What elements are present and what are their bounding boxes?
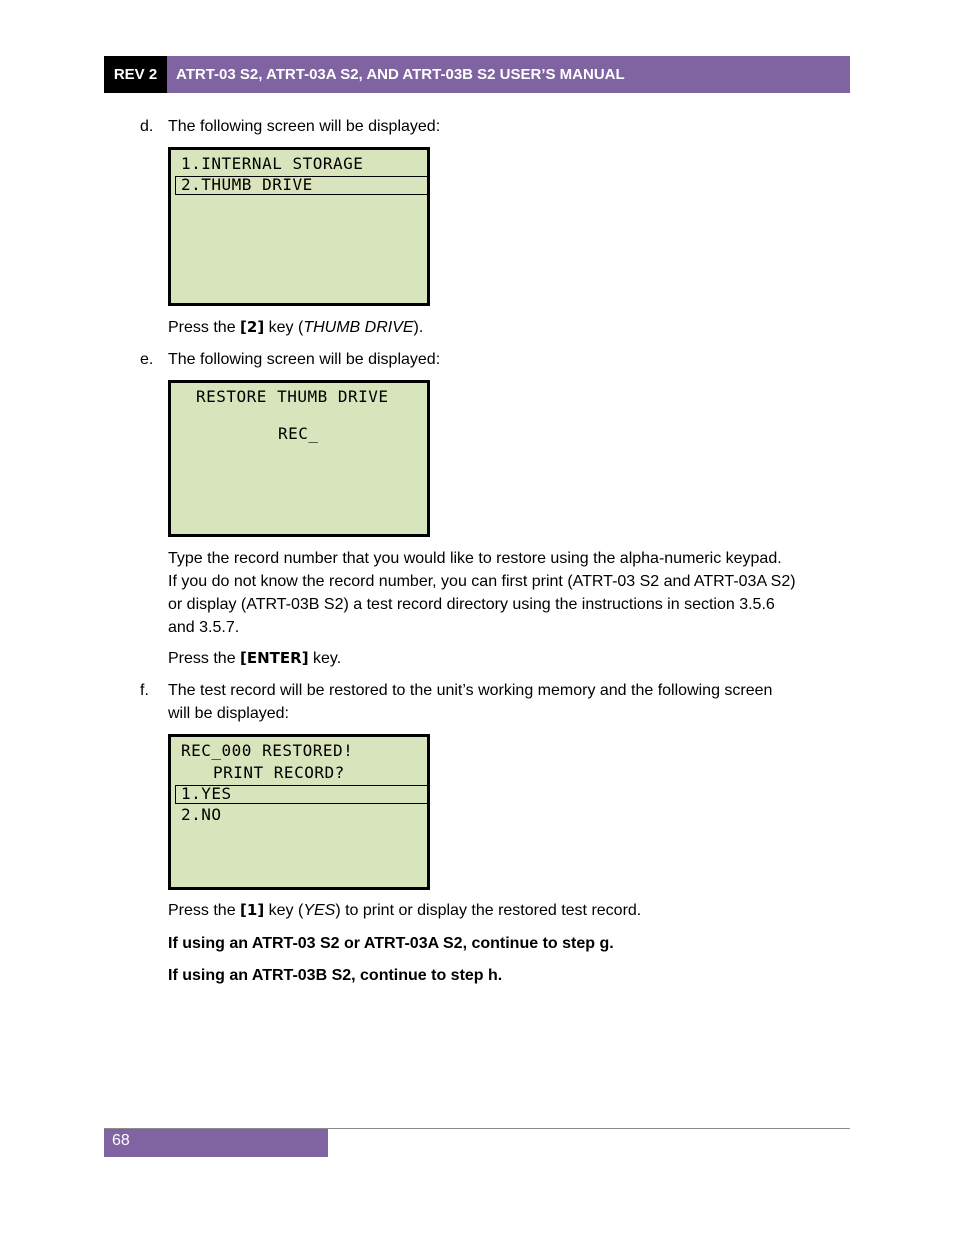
lcd-line: REC_000 RESTORED! — [181, 741, 354, 760]
lcd-screen-restore-thumb-drive — [168, 380, 430, 537]
text-run: key ( — [264, 319, 304, 336]
lcd-line: 2.THUMB DRIVE — [181, 175, 313, 194]
note-continue-step-g: If using an ATRT-03 S2 or ATRT-03A S2, continue to step g. — [168, 935, 614, 952]
text-line: The test record will be restored to the unit’s working memory and the following screen — [168, 682, 773, 699]
text-line: If you do not know the record number, you can first print (ATRT-03 S2 and ATRT-03A S2) — [168, 573, 796, 590]
manual-title: ATRT-03 S2, ATRT-03A S2, AND ATRT-03B S2 USER’S MANUAL — [167, 56, 850, 93]
step-d-press-instruction — [168, 316, 848, 339]
step-e-body — [168, 547, 848, 639]
text-run: ) to print or display the restored test record. — [335, 902, 642, 919]
lcd-line: PRINT RECORD? — [213, 763, 345, 782]
step-e-intro: The following screen will be displayed: — [168, 351, 441, 368]
step-f-intro — [168, 679, 848, 725]
text-line: or display (ATRT-03B S2) a test record directory using the instructions in section 3.5.6 — [168, 596, 775, 613]
revision-label: REV 2 — [104, 56, 167, 93]
text-line: Type the record number that you would like to restore using the alpha-numeric keypad. — [168, 550, 782, 567]
page-number: 68 — [104, 1129, 328, 1157]
lcd-line: RESTORE THUMB DRIVE — [196, 387, 389, 406]
step-f-press-instruction — [168, 899, 848, 922]
text-run: key ( — [264, 902, 304, 919]
text-line: will be displayed: — [168, 705, 289, 722]
step-d-intro: The following screen will be displayed: — [168, 118, 441, 135]
text-run: Press the — [168, 650, 241, 667]
text-run: key. — [308, 650, 342, 667]
lcd-screen-record-restored — [168, 734, 430, 890]
step-e-marker: e. — [140, 351, 154, 368]
step-f-marker: f. — [140, 682, 149, 699]
key-label: [ENTER] — [240, 649, 309, 667]
lcd-screen-storage-select — [168, 147, 430, 306]
lcd-line: REC_ — [278, 424, 319, 443]
text-line: and 3.5.7. — [168, 619, 240, 636]
text-run: Press the — [168, 319, 241, 336]
text-run-italic: THUMB DRIVE — [303, 319, 414, 336]
text-run: Press the — [168, 902, 241, 919]
note-continue-step-h: If using an ATRT-03B S2, continue to step h. — [168, 967, 503, 984]
page-header — [104, 56, 850, 93]
lcd-line: 2.NO — [181, 805, 222, 824]
lcd-line: 1.INTERNAL STORAGE — [181, 154, 364, 173]
key-label: [2] — [240, 318, 265, 336]
step-e-press-instruction — [168, 647, 848, 670]
step-d-marker: d. — [140, 118, 154, 135]
text-run: ). — [413, 319, 424, 336]
lcd-line: 1.YES — [181, 784, 232, 803]
text-run-italic: YES — [303, 902, 336, 919]
key-label: [1] — [240, 901, 265, 919]
